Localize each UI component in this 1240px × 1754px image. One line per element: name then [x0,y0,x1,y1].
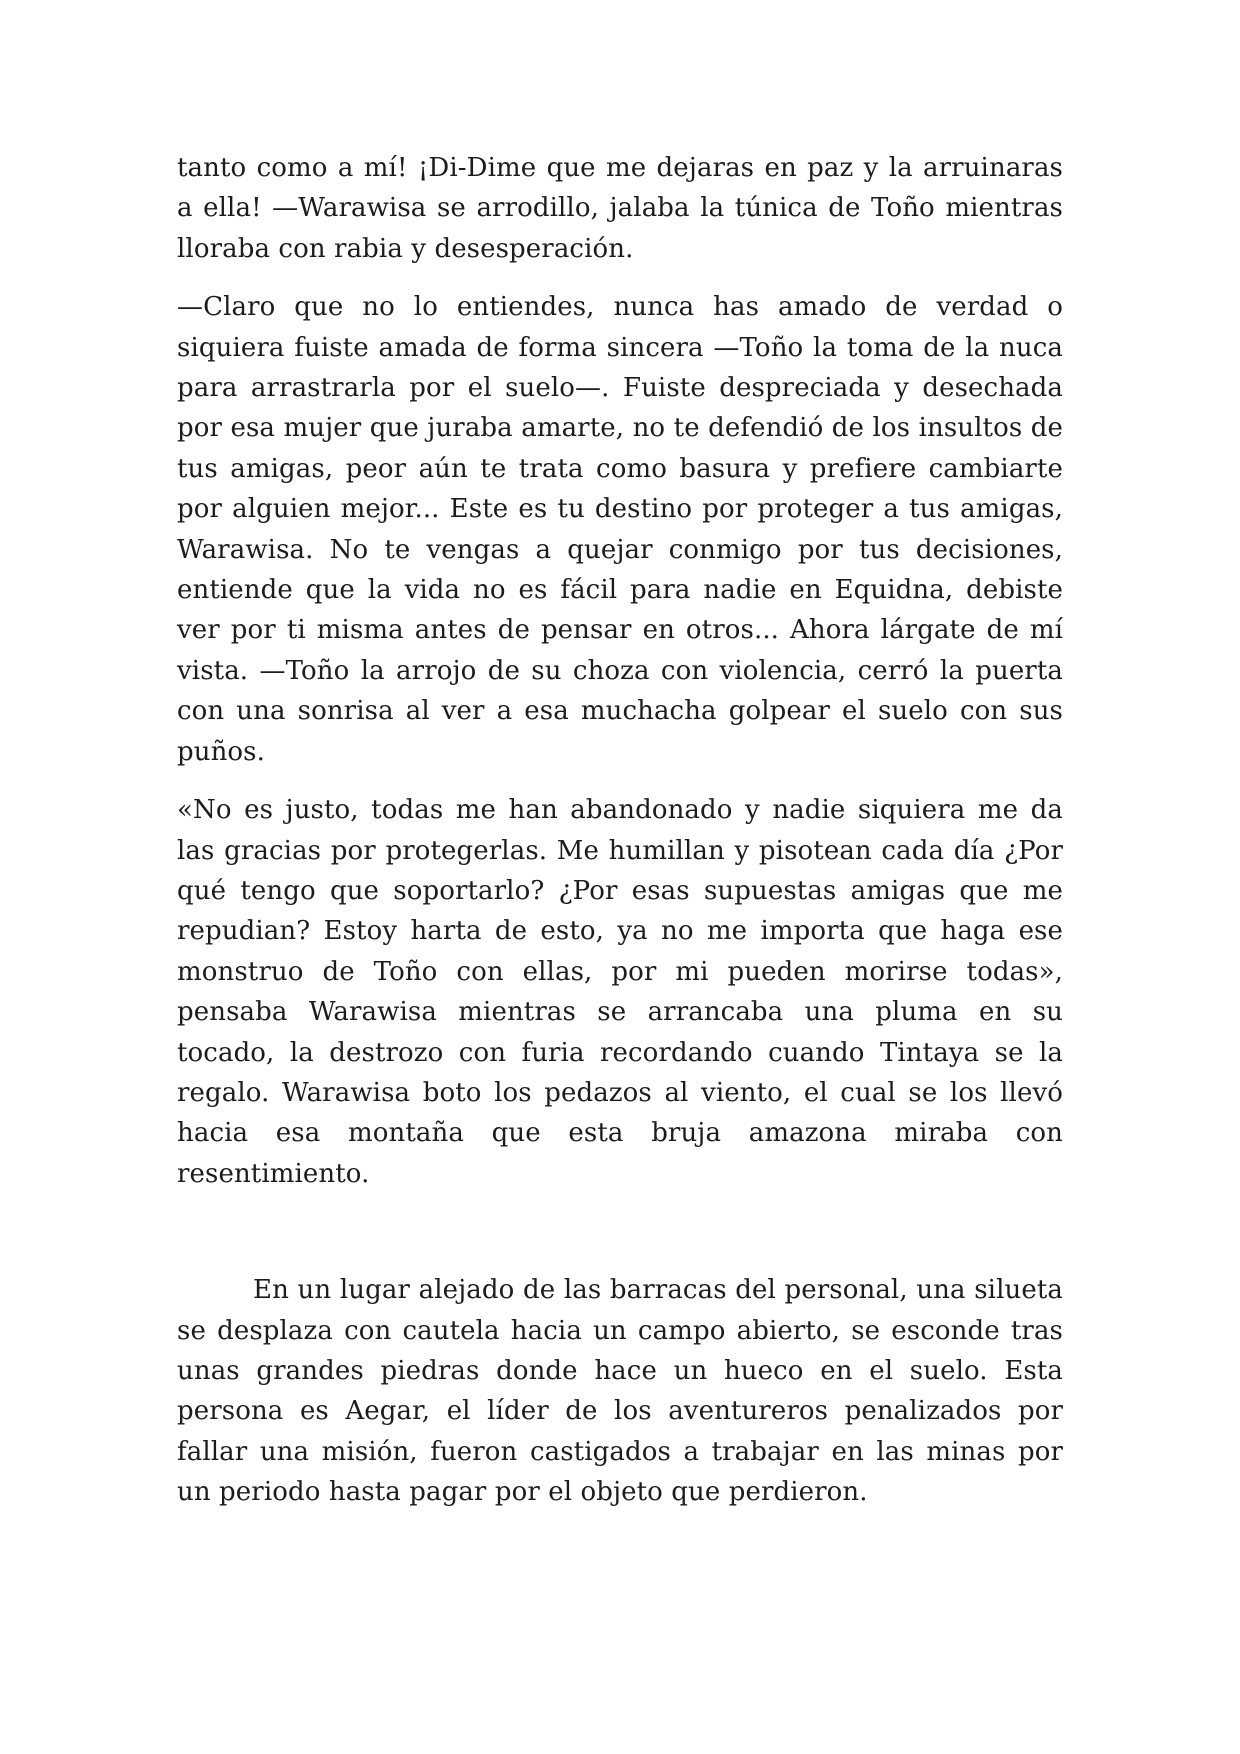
paragraph-2: —Claro que no lo entiendes, nunca has amado de verdad o siquiera fuiste amada de forma sincera —Toño la toma de la nuca para arrastrarla por el suelo—. Fuiste despreciada y desechada por esa mujer que juraba amarte, no te defendió de los insultos de tus amigas, peor aún te trata como basura y prefiere cambiarte por alguien mejor... Este es tu destino por proteger a tus amigas, Warawisa. No te vengas a quejar conmigo por tus decisiones, entiende que la vida no es fácil para nadie en Equidna, debiste ver por ti misma antes de pensar en otros... Ahora lárgate de mí vista. —Toño la arrojo de su choza con violencia, cerró la puerta con una sonrisa al ver a esa muchacha golpear el suelo con sus puños. [177,292,1063,767]
paragraph-4: En un lugar alejado de las barracas del personal, una silueta se desplaza con cautela hacia un campo abierto, se esconde tras unas grandes piedras donde hace un hueco en el suelo. Esta persona es Aegar, el líder de los aventureros penalizados por fallar una misión, fueron castigados a trabajar en las minas por un periodo hasta pagar por el objeto que perdieron. [177,1275,1063,1508]
paragraph-3: «No es justo, todas me han abandonado y nadie siquiera me da las gracias por protegerlas. Me humillan y pisotean cada día ¿Por qué tengo que soportarlo? ¿Por esas supuestas amigas que me repudian? Estoy harta de esto, ya no me importa que haga ese monstruo de Toño con ellas, por mi pueden morirse todas», pensaba Warawisa mientras se arrancaba una pluma en su tocado, la destrozo con furia recordando cuando Tintaya se la regalo. Warawisa boto los pedazos al viento, el cual se los llevó hacia esa montaña que esta bruja amazona miraba con resentimiento. [177,795,1063,1189]
document-page [177,148,1063,1513]
paragraph-1: tanto como a mí! ¡Di-Dime que me dejaras en paz y la arruinaras a ella! —Warawisa se arrodillo, jalaba la túnica de Toño mientras lloraba con rabia y desesperación. [177,153,1063,264]
